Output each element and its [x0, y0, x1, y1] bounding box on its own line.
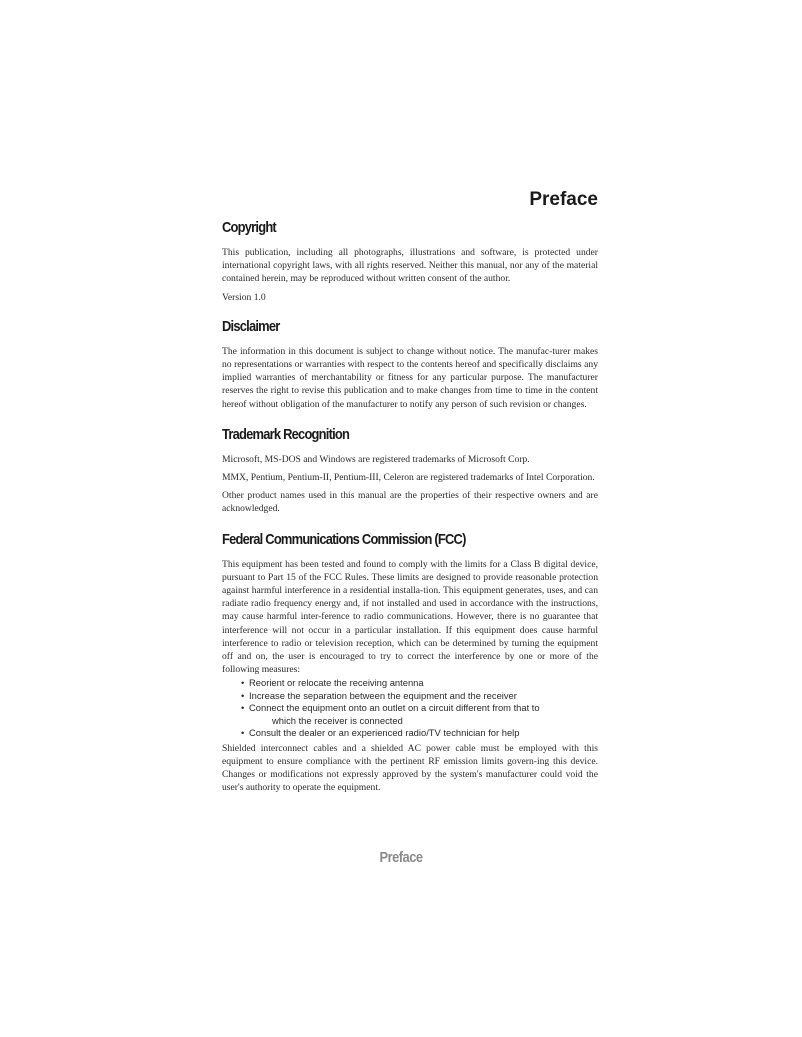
bullet-icon: • — [241, 689, 245, 701]
fcc-closing-paragraph: Shielded interconnect cables and a shielded AC power cable must be employed with this equipment to ensure compliance with the pertinent RF emission limits govern-ing this device. Changes or modifications not expressly approved by the system's manufacturer could void the user's authority to operate the equipment. — [222, 742, 598, 794]
bullet-icon: • — [241, 702, 245, 714]
section-heading: Copyright — [222, 219, 276, 236]
list-item: • Connect the equipment onto an outlet on a circuit different from that to which the receiver is connected — [241, 702, 540, 726]
section-copyright — [222, 219, 598, 304]
page-title: Preface — [529, 189, 598, 210]
fcc-intro-paragraph: This equipment has been tested and found to comply with the limits for a Class B digital device, pursuant to Part 15 of the FCC Rules. These limits are designed to provide reasonable protection against harmful interference in a residential installa-tion. This equipment generates, uses, and can radiate radio frequency energy and, if not installed and used in accordance with the instructions, may cause harmful inter-ference to radio communications. However, there is no guarantee that interference will not occur in a particular installation. If this equipment does cause harmful interference to radio or television reception, which can be determined by turning the equipment off and on, the user is encouraged to try to correct the interference by one or more of the following measures: — [222, 558, 598, 676]
section-fcc — [222, 531, 598, 795]
fcc-measures-list — [222, 677, 598, 739]
trademark-paragraph: Other product names used in this manual are the properties of their respective owners and are acknowledged. — [222, 490, 598, 515]
section-heading: Federal Communications Commission (FCC) — [222, 530, 466, 548]
copyright-paragraph: This publication, including all photographs, illustrations and software, is protected under international copyright laws, with all rights reserved. Neither this manual, nor any of the material contained herein, may be reproduced without written consent of the author. — [222, 247, 598, 285]
list-item: • Consult the dealer or an experienced radio/TV technician for help — [241, 727, 520, 739]
document-page — [222, 188, 598, 794]
trademark-paragraph: MMX, Pentium, Pentium-II, Pentium-III, Celeron are registered trademarks of Intel Corporation. — [222, 472, 595, 484]
bullet-icon: • — [241, 727, 245, 739]
trademark-paragraph: Microsoft, MS-DOS and Windows are registered trademarks of Microsoft Corp. — [222, 453, 530, 465]
section-disclaimer — [222, 318, 598, 411]
section-trademark — [222, 426, 598, 516]
page-footer-title: Preface — [379, 849, 423, 866]
disclaimer-paragraph: The information in this document is subject to change without notice. The manufac-turer makes no representations or warranties with respect to the contents hereof and specifically disclaims any implied warranties of merchantability or fitness for any particular purpose. The manufacturer reserves the right to revise this publication and to make changes from time to time in the content hereof without obligation of the manufacturer to notify any person of such revision or changes. — [222, 345, 598, 410]
section-heading: Trademark Recognition — [222, 425, 350, 443]
section-heading: Disclaimer — [222, 317, 280, 335]
bullet-icon: • — [241, 677, 245, 689]
list-item: • Increase the separation between the equipment and the receiver — [241, 689, 517, 701]
version-text: Version 1.0 — [222, 291, 266, 303]
list-item: • Reorient or relocate the receiving antenna — [241, 677, 424, 689]
